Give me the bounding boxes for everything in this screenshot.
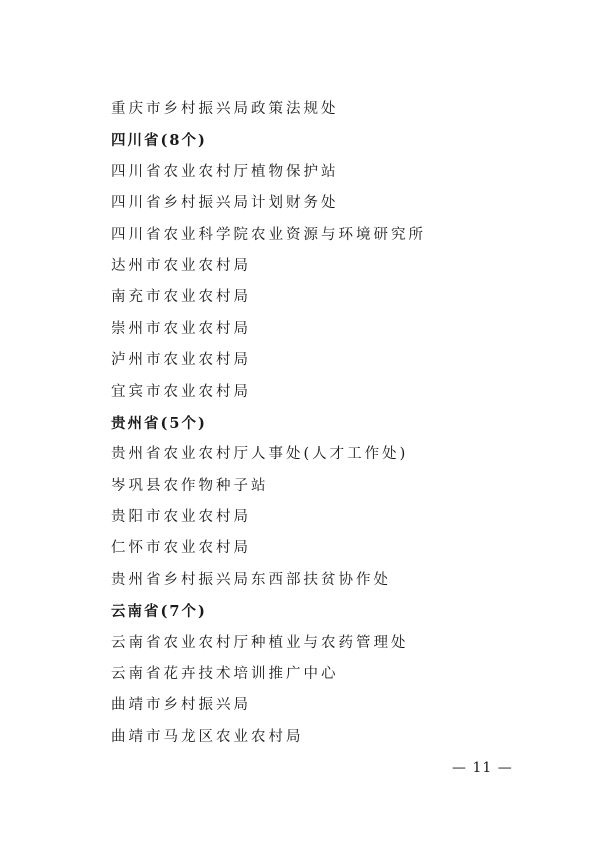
page-number: — 11 —: [452, 760, 513, 776]
list-item: 四川省乡村振兴局计划财务处: [111, 195, 339, 212]
list-item: 宜宾市农业农村局: [111, 383, 251, 400]
list-item: 贵阳市农业农村局: [111, 509, 251, 526]
list-item: 崇州市农业农村局: [111, 320, 251, 337]
list-item: 云南省农业农村厅种植业与农药管理处: [111, 634, 409, 651]
list-item: 重庆市乡村振兴局政策法规处: [111, 101, 339, 117]
list-item: 仁怀市农业农村局: [111, 540, 251, 557]
section-heading-guizhou: 贵州省(5个): [111, 414, 207, 432]
list-item: 四川省农业农村厅植物保护站: [111, 163, 339, 180]
section-heading-yunnan: 云南省(7个): [111, 603, 207, 621]
list-item: 贵州省乡村振兴局东西部扶贫协作处: [111, 571, 391, 588]
list-item: 南充市农业农村局: [111, 289, 251, 306]
list-item: 曲靖市乡村振兴局: [111, 697, 251, 714]
list-item: 泸州市农业农村局: [111, 352, 251, 369]
list-item: 四川省农业科学院农业资源与环境研究所: [111, 226, 426, 243]
list-item: 贵州省农业农村厅人事处(人才工作处): [111, 446, 409, 463]
list-item: 曲靖市马龙区农业农村局: [111, 728, 304, 745]
section-heading-sichuan: 四川省(8个): [111, 132, 207, 150]
list-item: 岑巩县农作物种子站: [111, 477, 269, 494]
list-item: 达州市农业农村局: [111, 257, 251, 274]
organization-list: [111, 94, 571, 753]
list-item: 云南省花卉技术培训推广中心: [111, 666, 339, 683]
